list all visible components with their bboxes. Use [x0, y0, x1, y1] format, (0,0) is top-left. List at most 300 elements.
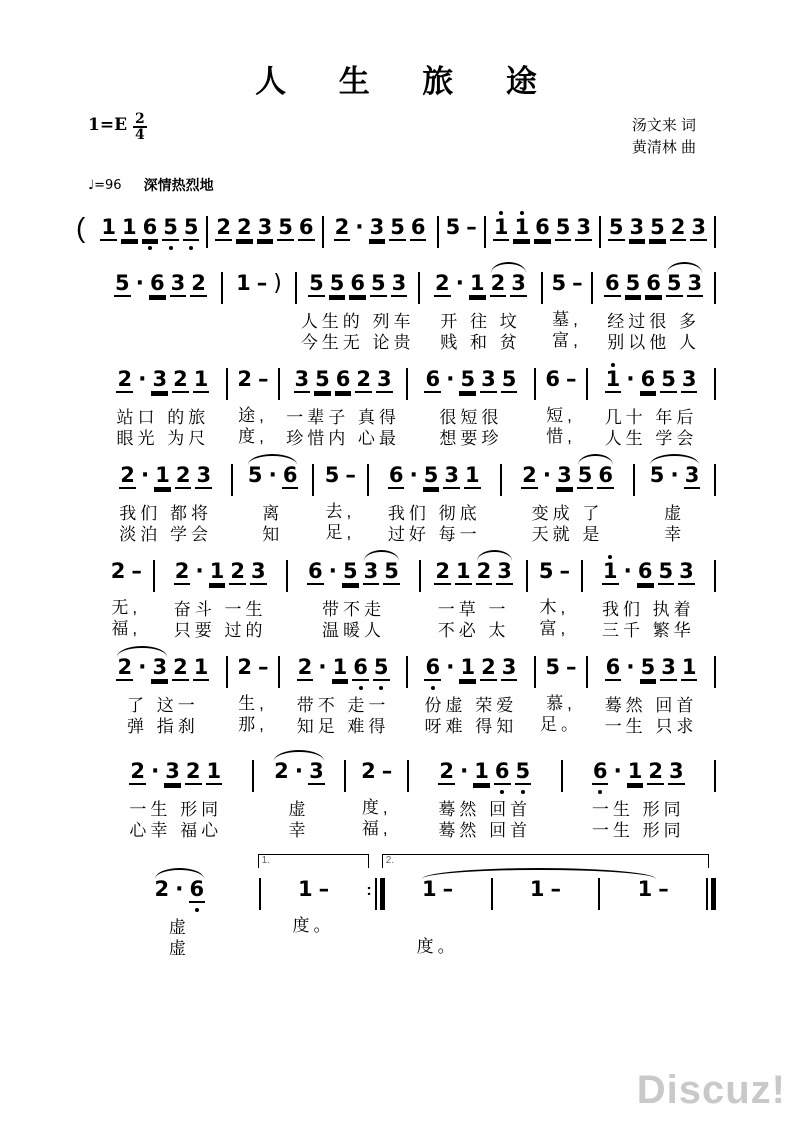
augmentation-dot	[625, 361, 635, 401]
augmentation-dot	[625, 649, 635, 689]
notes-row	[233, 265, 285, 305]
measure	[536, 361, 586, 447]
note	[314, 361, 331, 403]
lyric-verse-2: 天就 是	[531, 525, 604, 544]
lyric-verse-1: 我们 执着	[601, 600, 695, 619]
note	[555, 209, 572, 251]
lyric-verse-2: 足。	[539, 715, 582, 734]
lyric-verse-2: 福,	[111, 619, 142, 638]
lyric-verse-1: 我们 都将	[119, 504, 213, 523]
final-thin-line	[706, 878, 708, 910]
lyric-verse-1: 离	[262, 504, 284, 523]
octave-dot-below-slot	[195, 906, 199, 913]
note	[455, 553, 472, 595]
lyric-verse-2: 呀难 得知	[424, 717, 518, 736]
note	[670, 209, 687, 251]
time-signature-denominator: 4	[135, 127, 145, 143]
notes-row	[600, 553, 697, 595]
note-digit: 6	[308, 559, 323, 583]
measure	[588, 649, 714, 737]
note	[438, 753, 455, 795]
note-digit: 2	[230, 559, 245, 583]
lyric-verse-1: 木,	[539, 598, 570, 617]
note-digit: ·	[150, 759, 160, 784]
slur-arc	[361, 553, 402, 595]
note	[110, 553, 127, 593]
note-digit: 3	[669, 759, 684, 783]
note	[604, 265, 621, 307]
time-signature	[133, 112, 147, 142]
note-digit: 6	[425, 367, 441, 391]
augmentation-dot	[445, 361, 455, 401]
music-system-3	[100, 361, 716, 449]
notes-row	[491, 209, 594, 251]
note	[513, 209, 530, 251]
lyric-verse-2: 蓦然 回首	[438, 821, 532, 840]
note	[658, 553, 675, 595]
note	[170, 265, 187, 307]
note-digit: 1	[236, 271, 251, 295]
note-digit: 5	[650, 215, 665, 239]
note-digit: 3	[557, 463, 572, 487]
augmentation-dot	[174, 871, 184, 911]
augmentation-dot	[150, 753, 160, 793]
dash-extension	[257, 649, 270, 689]
note	[324, 457, 341, 497]
note	[434, 553, 451, 595]
lyric-verse-1: 去,	[325, 502, 356, 521]
note	[550, 265, 567, 305]
note-digit: ·	[135, 271, 144, 296]
lyric-verse-2: 过好 每一	[387, 525, 481, 544]
note-digit: 6	[637, 559, 653, 583]
lyric-verse-1: 度,	[361, 798, 392, 817]
note	[666, 265, 683, 307]
note-digit: –	[258, 655, 269, 679]
note-digit: 1	[493, 215, 509, 239]
note-digit: –	[381, 759, 393, 783]
note-digit: 3	[681, 367, 697, 391]
augmentation-dot	[459, 753, 469, 793]
note	[215, 209, 232, 251]
note-digit: ·	[175, 877, 184, 902]
note-digit: 3	[684, 463, 700, 487]
note-digit: 2	[476, 559, 492, 583]
note-digit: 2	[110, 559, 126, 583]
note-digit: –	[566, 655, 577, 679]
composer-credit: 黄清林 曲	[631, 139, 696, 156]
note-digit: 5	[373, 655, 389, 679]
repeat-dots: :	[366, 882, 372, 899]
notes-row	[172, 553, 269, 595]
note	[521, 457, 538, 499]
note-digit: 6	[494, 759, 510, 783]
note	[209, 553, 226, 595]
note	[681, 649, 698, 691]
note-digit: ·	[138, 367, 147, 392]
notes-row	[108, 553, 145, 593]
octave-dot-below	[359, 686, 363, 690]
dash-extension	[257, 361, 270, 401]
slur-arc	[488, 265, 529, 307]
note-digit: ·	[409, 463, 418, 488]
note	[190, 265, 207, 307]
note	[236, 209, 253, 251]
measure	[233, 457, 312, 545]
note-digit: 6	[149, 271, 165, 295]
lyric-verse-2: 度,	[238, 427, 268, 446]
augmentation-dot	[194, 553, 204, 593]
notes-row	[98, 209, 201, 251]
note	[172, 649, 189, 691]
key-tonic: 1=E	[88, 115, 128, 135]
measure	[583, 553, 714, 641]
note-digit: 1	[155, 463, 170, 487]
note-digit: 2	[117, 655, 133, 679]
note-digit: 5	[343, 559, 358, 583]
note-digit: 5	[460, 367, 476, 391]
measure	[502, 457, 633, 545]
note	[116, 361, 133, 403]
note-digit: 6	[605, 655, 621, 679]
note-digit: 1	[101, 215, 116, 239]
note	[363, 553, 380, 595]
note-digit: 2	[522, 463, 537, 487]
note	[185, 753, 202, 795]
note-digit: 6	[410, 215, 426, 239]
note	[391, 265, 408, 307]
lyric-verse-2: 想要珍	[439, 429, 503, 448]
note-digit: 5	[315, 367, 330, 391]
note	[424, 361, 441, 403]
note-digit: 5	[551, 271, 567, 295]
measure	[280, 361, 406, 449]
dash-extension	[381, 753, 394, 793]
lyric-verse-1: 带不走	[321, 600, 385, 619]
note-digit: ·	[355, 215, 364, 240]
note	[501, 361, 518, 403]
note	[687, 265, 704, 307]
note-digit: 3	[661, 655, 676, 679]
note-digit: 2	[481, 655, 496, 679]
measure	[100, 361, 226, 449]
lyric-verse-2	[309, 936, 318, 957]
note-digit: 5	[501, 367, 517, 391]
lyric-verse-2: 惜,	[546, 427, 576, 446]
note-digit: 2	[670, 215, 686, 239]
note-digit: 5	[640, 655, 656, 679]
lyric-verse-1: 一生 形同	[591, 800, 685, 819]
note	[556, 457, 573, 499]
note-digit: 2	[435, 559, 450, 583]
notes-row	[422, 361, 519, 403]
note	[297, 871, 314, 911]
note-digit: ·	[268, 463, 277, 488]
key-signature	[88, 111, 147, 143]
lyric-verse-2	[255, 330, 264, 351]
note	[510, 265, 527, 307]
note	[352, 649, 369, 691]
note-digit: 6	[189, 877, 205, 901]
note-digit: )	[273, 271, 282, 296]
notes-row	[606, 209, 709, 251]
note-digit: 5	[390, 215, 405, 239]
augmentation-dot	[612, 753, 622, 793]
note-digit: 5	[384, 559, 399, 583]
note	[480, 361, 497, 403]
lyricist-credit: 汤文来 词	[631, 117, 696, 134]
slur-arc	[271, 753, 327, 795]
measure	[593, 265, 714, 353]
note-digit: 2	[237, 367, 253, 391]
lyric-verse-2	[541, 936, 550, 957]
note-digit: 3	[576, 215, 591, 239]
note	[369, 209, 386, 251]
music-system-5	[100, 553, 716, 641]
lyric-verse-2: 富,	[539, 619, 570, 638]
measure	[100, 553, 153, 639]
note-digit: –	[345, 463, 356, 487]
repeat-thin-line	[375, 878, 377, 910]
lyric-verse-1	[255, 309, 264, 330]
note-digit: 3	[377, 367, 392, 391]
note-digit: –	[442, 877, 454, 901]
octave-dot-below-slot	[169, 244, 173, 251]
note	[480, 649, 497, 691]
octave-dot-below-slot	[148, 244, 152, 251]
measure	[408, 649, 534, 737]
dash-extension	[558, 553, 571, 593]
measure	[600, 871, 706, 957]
measure	[439, 209, 484, 249]
octave-dot-below-slot	[379, 684, 383, 691]
measure	[288, 553, 419, 641]
note	[496, 553, 513, 595]
note	[360, 753, 377, 793]
note-digit: 3	[170, 271, 186, 295]
note-digit: –	[256, 271, 268, 295]
note	[183, 209, 200, 251]
song-title: 人 生 旅 途	[255, 64, 559, 99]
note	[690, 209, 707, 251]
lyric-verse-2: 一生 形同	[591, 821, 685, 840]
note	[236, 361, 253, 401]
measure	[261, 855, 367, 957]
measure	[100, 265, 221, 353]
measure	[409, 753, 561, 841]
note	[464, 457, 481, 499]
note	[154, 871, 171, 911]
note	[294, 361, 311, 403]
note-digit: 5	[247, 463, 263, 487]
note-digit: –	[318, 877, 330, 901]
augmentation-dot	[445, 649, 455, 689]
note	[334, 209, 351, 251]
note	[577, 457, 594, 499]
dash-extension	[442, 871, 455, 911]
note-digit: 2	[237, 215, 252, 239]
barline	[714, 216, 716, 248]
note	[273, 753, 290, 793]
note-digit: 5	[370, 271, 386, 295]
music-system-1	[76, 209, 716, 251]
lyric-verse-1: 站口 的旅	[116, 408, 210, 427]
notes-row	[295, 871, 332, 911]
note	[515, 753, 532, 795]
note-digit: 5	[625, 271, 641, 295]
note	[121, 209, 138, 251]
notes-row	[542, 361, 579, 401]
barline	[714, 560, 716, 592]
notes-row	[542, 649, 579, 689]
note-digit: –	[550, 877, 561, 901]
notes-row	[635, 871, 672, 911]
final-thick-line	[711, 878, 716, 910]
notes-row	[603, 361, 700, 403]
note-digit: 3	[691, 215, 707, 239]
note-digit: ·	[446, 655, 455, 680]
note-digit: 5	[649, 463, 665, 487]
lyric-verse-1: 途,	[238, 406, 268, 425]
note	[660, 649, 677, 691]
lyric-verse-1: 一草 一	[437, 600, 510, 619]
tempo-marking: ♩=96	[88, 177, 122, 193]
lyric-verse-2: 知	[262, 525, 284, 544]
octave-dot-below	[431, 686, 435, 690]
notes-row	[295, 649, 392, 691]
note-digit: 5	[183, 215, 199, 239]
note	[175, 457, 192, 499]
notes-row	[422, 649, 519, 691]
lyric-verse-1: 我们 彻底	[387, 504, 481, 523]
augmentation-dot	[328, 553, 338, 593]
note	[172, 361, 189, 403]
note-digit: 1	[206, 759, 222, 783]
notes-row	[127, 753, 224, 795]
note	[355, 361, 372, 403]
octave-dot-below	[500, 790, 504, 794]
note	[640, 649, 657, 691]
lyric-verse-2: 知足 难得	[296, 717, 390, 736]
note	[645, 265, 662, 307]
slur-arc	[419, 871, 456, 911]
octave-dot-below	[598, 790, 602, 794]
note-digit: 2	[361, 759, 376, 783]
octave-dot-above	[499, 211, 503, 215]
lyric-verse-1: 几十 年后	[604, 408, 698, 427]
note	[421, 871, 438, 911]
note-digit: 6	[298, 215, 314, 239]
lyric-verse-1: 带不 走一	[296, 696, 390, 715]
note	[684, 457, 701, 499]
lyric-verse-1: 开 往 坟	[440, 312, 521, 331]
lyric-verse-1: 虚	[664, 504, 686, 523]
measure	[100, 753, 252, 841]
note	[282, 457, 299, 499]
note	[647, 753, 664, 795]
augmentation-dot	[137, 649, 147, 689]
slur-arc	[474, 553, 515, 595]
lyric-verse-1: 短,	[546, 406, 576, 425]
augmentation-dot	[135, 265, 145, 305]
lyric-verse-1: 人生的 列车	[300, 312, 415, 331]
measure	[346, 753, 407, 839]
note	[329, 265, 346, 307]
note-digit: 2	[435, 271, 450, 295]
closing-paren	[272, 265, 283, 305]
note	[592, 753, 609, 795]
note-digit: 6	[282, 463, 298, 487]
measure	[100, 871, 259, 959]
note	[335, 361, 352, 403]
notes-row	[112, 265, 209, 307]
note	[629, 209, 646, 251]
lyric-verse-2: 那,	[238, 715, 268, 734]
note	[332, 649, 349, 691]
notes-row	[536, 553, 573, 593]
note-digit: 5	[555, 215, 571, 239]
note	[114, 265, 131, 307]
note	[376, 361, 393, 403]
note	[459, 361, 476, 403]
lyric-verse-1: 奋斗 一生	[173, 600, 267, 619]
measure	[100, 457, 231, 545]
note-digit: 5	[661, 367, 676, 391]
note	[649, 457, 666, 497]
note-digit: ·	[446, 367, 455, 392]
note-digit: 6	[646, 271, 661, 295]
note-digit: 3	[501, 655, 517, 679]
lyric-verse-1: 很短很	[439, 408, 503, 427]
note-digit: 1	[602, 559, 618, 583]
lyric-verse-2: 虚	[168, 939, 190, 958]
note	[247, 457, 264, 497]
note-digit: 3	[369, 215, 385, 239]
note-digit: –	[131, 559, 142, 583]
notes-row	[432, 553, 515, 595]
note	[544, 361, 561, 401]
note	[493, 209, 510, 251]
note-digit: 5	[545, 655, 561, 679]
barline	[714, 368, 716, 400]
notes-row	[306, 265, 409, 307]
lyric-verse-2: 福,	[361, 819, 392, 838]
measure	[208, 209, 321, 251]
note	[277, 209, 294, 251]
octave-dot-below-slot	[359, 684, 363, 691]
note-digit: 5	[666, 271, 682, 295]
note-digit: ·	[623, 559, 632, 584]
note	[154, 457, 171, 499]
note-digit: 6	[353, 655, 368, 679]
note	[151, 649, 168, 691]
note-digit: 1	[460, 655, 476, 679]
note-digit: 3	[196, 463, 212, 487]
augmentation-dot	[455, 265, 465, 305]
note	[236, 649, 253, 689]
notes-row	[436, 753, 533, 795]
lyric-verse-2: 只要 过的	[173, 621, 267, 640]
lyric-verse-1: 无,	[111, 598, 142, 617]
note	[649, 209, 666, 251]
lyric-verse-2: 淡泊 学会	[119, 525, 213, 544]
notes-row	[234, 361, 271, 401]
note	[193, 649, 210, 691]
measure	[93, 209, 206, 251]
note-digit: 6	[640, 367, 656, 391]
dash-extension	[318, 871, 331, 911]
note	[597, 457, 614, 499]
